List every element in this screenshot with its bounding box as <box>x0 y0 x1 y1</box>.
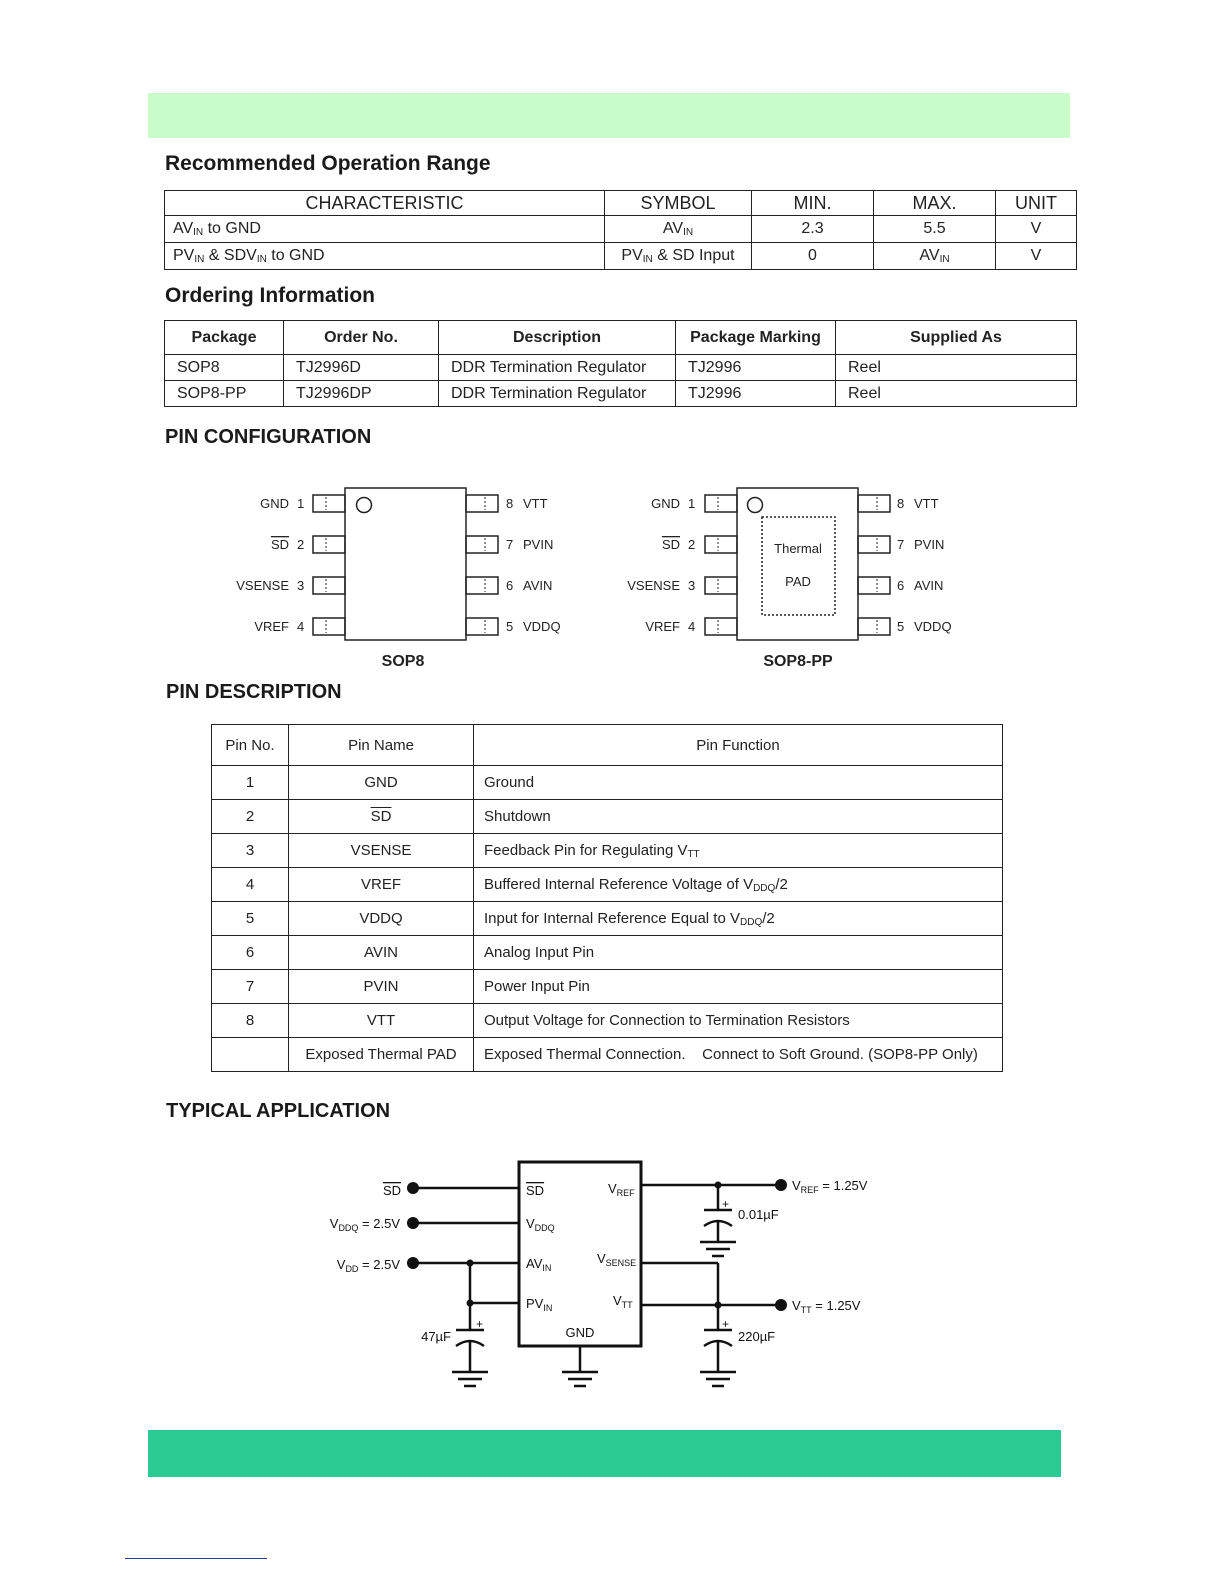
pin-name-label: VTT <box>914 496 939 511</box>
input-sd-label: SD <box>382 1183 401 1198</box>
cell-pin-function: Exposed Thermal Connection. Connect to Soft Ground. (SOP8-PP Only) <box>474 1038 1003 1072</box>
section-title-ordering: Ordering Information <box>165 284 375 307</box>
pin-number-label: 1 <box>688 496 696 511</box>
header-cell: CHARACTERISTIC <box>165 191 605 216</box>
pin-number-label: 4 <box>688 619 696 634</box>
pin-name-label: AVIN <box>523 578 553 593</box>
pin-lead <box>466 495 498 512</box>
header-cell: Description <box>439 321 676 355</box>
pin-name-label: AVIN <box>914 578 944 593</box>
pin-number-label: 8 <box>897 496 905 511</box>
cell-pin-no: 3 <box>212 834 289 868</box>
header-cell: SYMBOL <box>605 191 752 216</box>
cell-pin-name: $\overline{SD}$ <box>289 800 474 834</box>
pin-name-label: PVIN <box>914 537 945 552</box>
input-vddq-label: $V_{DDQ} = 2.5V$ <box>329 1216 400 1233</box>
header-cell: Supplied As <box>836 321 1077 355</box>
pin-number-label: 4 <box>297 619 305 634</box>
cell-min: 0 <box>752 243 874 270</box>
table-row <box>212 868 1003 902</box>
ic-pin-vref: $V_{REF}$ <box>608 1181 635 1198</box>
pin-name-label: VSENSE <box>627 578 680 593</box>
header-cell: Pin Name <box>289 725 474 766</box>
pin1-marker <box>748 498 763 513</box>
table-row <box>165 355 1077 381</box>
cell-characteristic: $PV_{IN}$ & $SDV_{IN}$ to GND <box>165 243 605 270</box>
cell-package: SOP8-PP <box>165 381 284 407</box>
pin-name-label: VDDQ <box>914 619 952 634</box>
cell-supplied: Reel <box>836 381 1077 407</box>
cell-pin-no <box>212 1038 289 1072</box>
pin-name-label: VDDQ <box>523 619 561 634</box>
cap-polarity: + <box>476 1317 484 1331</box>
pin-name-label: SD <box>270 537 289 552</box>
cell-description: DDR Termination Regulator <box>439 381 676 407</box>
pin-number-label: 1 <box>297 496 305 511</box>
sop8-pp-left-pins <box>705 495 737 635</box>
section-title-pin-description: PIN DESCRIPTION <box>166 681 342 703</box>
sop8-pp-right-pins <box>858 495 890 635</box>
junction-dot <box>467 1260 474 1267</box>
pin-number-label: 6 <box>506 578 514 593</box>
sop8-left-pins <box>313 495 345 635</box>
section-title-typical-application: TYPICAL APPLICATION <box>166 1100 391 1122</box>
terminal-dot <box>407 1182 419 1194</box>
pin-name-label: VREF <box>645 619 680 634</box>
table-row <box>165 216 1077 243</box>
junction-dot <box>467 1300 474 1307</box>
header-cell: Pin No. <box>212 725 289 766</box>
ic-pin-vsense: $V_{SENSE}$ <box>597 1251 637 1268</box>
sop8-pp-body <box>737 488 858 640</box>
table-row <box>212 1004 1003 1038</box>
input-vdd-label: $V_{DD} = 2.5V$ <box>336 1257 400 1274</box>
cell-unit: V <box>996 243 1077 270</box>
cap-polarity: + <box>722 1317 730 1331</box>
table-row <box>212 970 1003 1004</box>
cell-symbol: $AV_{IN}$ <box>605 216 752 243</box>
header-cell: UNIT <box>996 191 1077 216</box>
pin-name-label: VREF <box>254 619 289 634</box>
terminal-dot <box>775 1299 787 1311</box>
cell-pin-no: 4 <box>212 868 289 902</box>
cell-characteristic: $AV_{IN}$ to GND <box>165 216 605 243</box>
cell-min: 2.3 <box>752 216 874 243</box>
cell-supplied: Reel <box>836 355 1077 381</box>
table-row <box>165 243 1077 270</box>
cell-marking: TJ2996 <box>676 355 836 381</box>
pin-lead <box>466 577 498 594</box>
table-header-row <box>212 725 1003 766</box>
terminal-dot <box>407 1257 419 1269</box>
cell-pin-no: 7 <box>212 970 289 1004</box>
pin-name-label: GND <box>260 496 289 511</box>
pin-lead <box>705 618 737 635</box>
cell-pin-function: Shutdown <box>474 800 1003 834</box>
pin-lead <box>705 536 737 553</box>
cell-pin-name: VSENSE <box>289 834 474 868</box>
pin-lead <box>466 618 498 635</box>
pin-configuration-diagram <box>0 470 1224 675</box>
terminal-dot <box>775 1179 787 1191</box>
package-label-sop8: SOP8 <box>381 653 425 670</box>
cell-pin-name: AVIN <box>289 936 474 970</box>
table-row <box>212 834 1003 868</box>
cell-pin-name: PVIN <box>289 970 474 1004</box>
pin-lead <box>466 536 498 553</box>
table-row <box>212 1038 1003 1072</box>
cell-pin-no: 5 <box>212 902 289 936</box>
pin-lead <box>313 618 345 635</box>
section-title-recommended: Recommended Operation Range <box>165 152 491 175</box>
pin-lead <box>313 577 345 594</box>
table-row <box>212 936 1003 970</box>
pin-lead <box>858 577 890 594</box>
pin-number-label: 3 <box>297 578 305 593</box>
pin-name-label: PVIN <box>523 537 554 552</box>
junction-dot <box>715 1182 722 1189</box>
cell-pin-function: Ground <box>474 766 1003 800</box>
cell-pin-name: VDDQ <box>289 902 474 936</box>
pin-lead <box>858 495 890 512</box>
ic-pin-sd: SD <box>526 1183 545 1198</box>
cell-pin-name: VTT <box>289 1004 474 1038</box>
thermal-label: Thermal <box>774 541 822 556</box>
table-row <box>212 902 1003 936</box>
pin-name-label: VTT <box>523 496 548 511</box>
output-vref-label: $V_{REF} = 1.25V$ <box>792 1178 868 1195</box>
header-cell: MAX. <box>874 191 996 216</box>
cell-pin-function: Output Voltage for Connection to Termination Resistors <box>474 1004 1003 1038</box>
sop8-body <box>345 488 466 640</box>
ordering-information-table <box>164 320 1077 407</box>
cell-pin-name: VREF <box>289 868 474 902</box>
cell-pin-name: GND <box>289 766 474 800</box>
cell-pin-name: Exposed Thermal PAD <box>289 1038 474 1072</box>
pin-name-label: GND <box>651 496 680 511</box>
pin-number-label: 7 <box>897 537 905 552</box>
cell-symbol: $PV_{IN}$ & SD Input <box>605 243 752 270</box>
cell-pin-function: Feedback Pin for Regulating $V_{TT}$ <box>474 834 1003 868</box>
cell-pin-no: 1 <box>212 766 289 800</box>
header-cell: Order No. <box>284 321 439 355</box>
package-label-sop8-pp: SOP8-PP <box>763 653 833 670</box>
recommended-operation-table <box>164 190 1077 270</box>
cell-max: $AV_{IN}$ <box>874 243 996 270</box>
pin-lead <box>313 536 345 553</box>
cell-order-no: TJ2996DP <box>284 381 439 407</box>
typical-application-schematic <box>0 1150 1224 1400</box>
pin-number-label: 6 <box>897 578 905 593</box>
cell-unit: V <box>996 216 1077 243</box>
footer-divider <box>125 1558 267 1559</box>
pin-description-table <box>211 724 1003 1072</box>
pin-number-label: 5 <box>506 619 514 634</box>
pin-lead <box>858 536 890 553</box>
sop8-right-pins <box>466 495 498 635</box>
cell-description: DDR Termination Regulator <box>439 355 676 381</box>
output-capacitor-label: 220µF <box>738 1329 776 1344</box>
cell-pin-function: Analog Input Pin <box>474 936 1003 970</box>
ic-pin-gnd: GND <box>565 1325 595 1340</box>
cell-package: SOP8 <box>165 355 284 381</box>
pin-lead <box>313 495 345 512</box>
terminal-dot <box>407 1217 419 1229</box>
pin-lead <box>705 577 737 594</box>
cell-pin-no: 6 <box>212 936 289 970</box>
input-capacitor-label: 47µF <box>421 1329 451 1344</box>
ic-pin-vddq: $V_{DDQ}$ <box>526 1216 555 1233</box>
junction-dot <box>715 1302 722 1309</box>
table-row <box>212 766 1003 800</box>
table-row <box>212 800 1003 834</box>
cell-pin-function: Buffered Internal Reference Voltage of $V_{DDQ}/2$ <box>474 868 1003 902</box>
pin-name-label: SD <box>661 537 680 552</box>
cell-pin-no: 8 <box>212 1004 289 1038</box>
output-vtt-label: $V_{TT} = 1.25V$ <box>792 1298 861 1315</box>
pin1-marker <box>357 498 372 513</box>
pin-number-label: 2 <box>297 537 305 552</box>
sop8-package <box>236 488 560 670</box>
cell-marking: TJ2996 <box>676 381 836 407</box>
reference-capacitor-label: 0.01µF <box>738 1207 779 1222</box>
header-cell: Package Marking <box>676 321 836 355</box>
header-cell: Package <box>165 321 284 355</box>
footer-band <box>148 1430 1061 1477</box>
header-cell: MIN. <box>752 191 874 216</box>
pin-number-label: 5 <box>897 619 905 634</box>
section-title-pin-config: PIN CONFIGURATION <box>165 426 372 448</box>
cell-pin-function: Input for Internal Reference Equal to $V_{DDQ}/2$ <box>474 902 1003 936</box>
thermal-pad-outline <box>762 517 835 615</box>
table-row <box>165 381 1077 407</box>
pin-lead <box>858 618 890 635</box>
header-cell: Pin Function <box>474 725 1003 766</box>
pad-label: PAD <box>785 574 811 589</box>
table-header-row <box>165 321 1077 355</box>
header-band <box>148 93 1070 138</box>
cap-polarity: + <box>722 1197 730 1211</box>
pin-number-label: 7 <box>506 537 514 552</box>
cell-pin-function: Power Input Pin <box>474 970 1003 1004</box>
pin-number-label: 3 <box>688 578 696 593</box>
ic-pin-vtt: $V_{TT}$ <box>613 1293 633 1310</box>
cell-max: 5.5 <box>874 216 996 243</box>
sop8-pp-package <box>627 488 951 670</box>
pin-number-label: 8 <box>506 496 514 511</box>
cell-order-no: TJ2996D <box>284 355 439 381</box>
pin-lead <box>705 495 737 512</box>
pin-name-label: VSENSE <box>236 578 289 593</box>
table-header-row <box>165 191 1077 216</box>
pin-number-label: 2 <box>688 537 696 552</box>
ic-pin-pvin: $PV_{IN}$ <box>526 1296 553 1313</box>
cell-pin-no: 2 <box>212 800 289 834</box>
ic-pin-avin: $AV_{IN}$ <box>526 1256 552 1273</box>
